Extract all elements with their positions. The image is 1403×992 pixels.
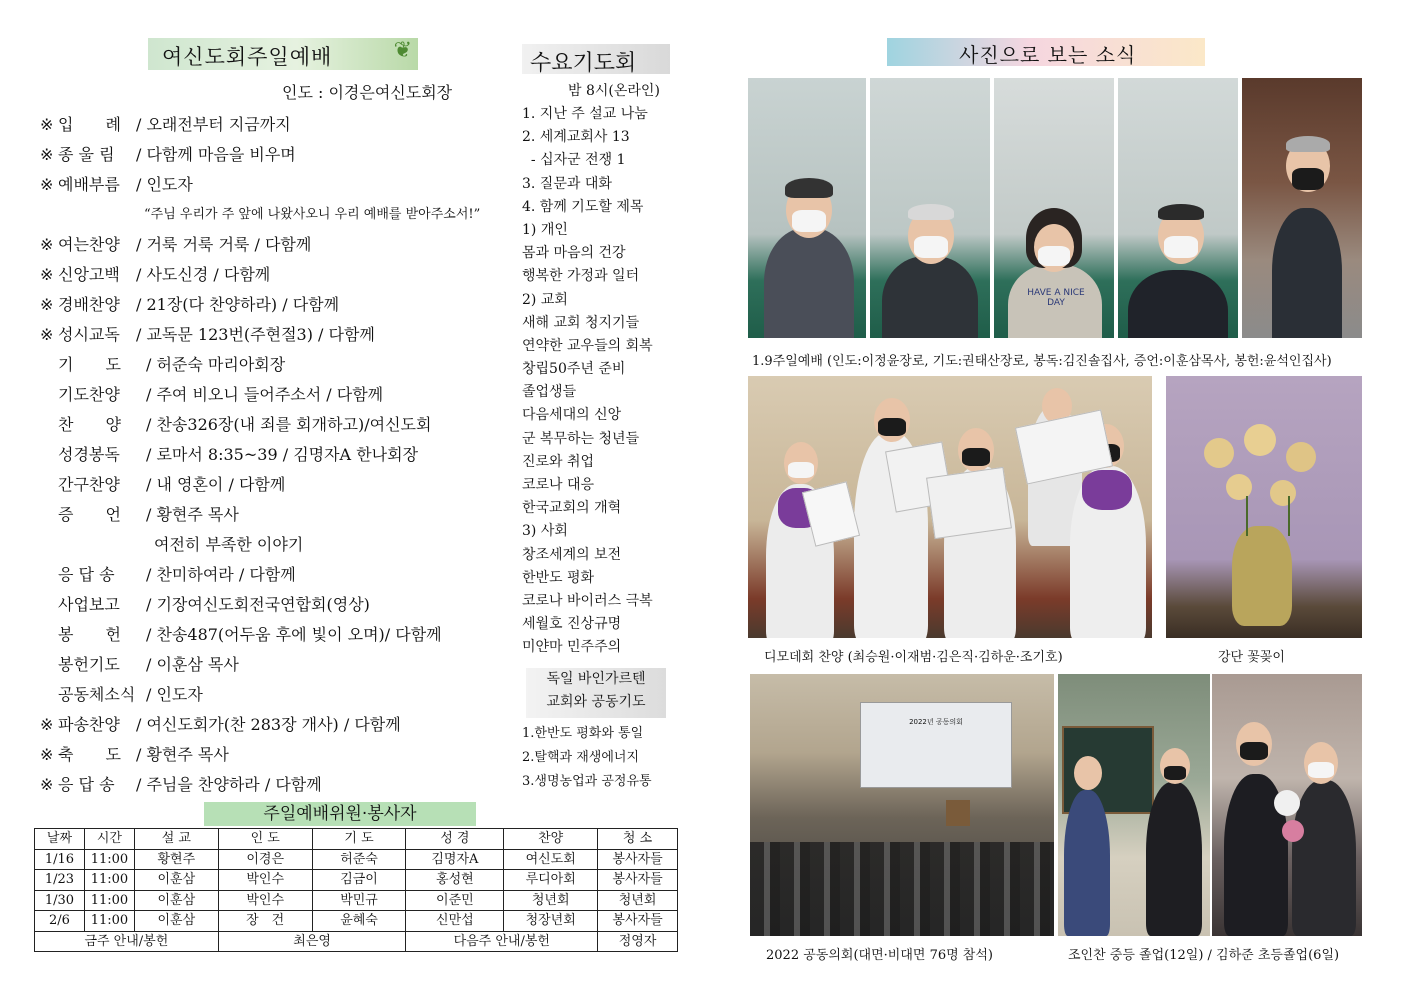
rubric-mark: ※ [40,325,54,344]
worship-order-item [40,770,500,800]
worship-order-item [40,320,500,350]
prayer-item: 다음세대의 신앙 [522,407,622,424]
table-cell: 이경은 [218,849,312,870]
column-header: 시간 [84,829,134,850]
table-cell: 청년회 [504,890,598,911]
prayer-item: 몸과 마음의 건강 [522,245,626,262]
table-cell: 장 건 [218,911,312,932]
worship-order-item [40,620,500,650]
table-cell: 청년회 [598,890,678,911]
prayer-item: 한국교회의 개혁 [522,500,622,517]
germany-title-banner [526,668,666,718]
column-header: 인 도 [218,829,312,850]
prayer-item: 1) 개인 [522,221,568,238]
table-cell: 이훈삼 [134,911,218,932]
table-cell: 봉사자들 [598,849,678,870]
prayer-item: 2. 세계교회사 13 [522,129,630,146]
item-value: / 사도신경 / 다함께 [136,265,271,284]
worship-order-item [40,590,500,620]
prayer-item: 진로와 취업 [522,453,595,470]
item-label: 봉 헌 [58,625,121,644]
prayer-item: 창조세계의 보전 [522,546,622,563]
item-label: 입 례 [58,115,121,134]
photo-choir [748,376,1152,638]
item-value: / 찬송487(어두움 후에 빛이 오며)/ 다함께 [146,625,442,644]
footer-cell: 최은영 [218,931,406,952]
worship-order-item [40,560,500,590]
caption-meeting: 2022 공동의회(대면·비대면 76명 참석) [766,948,993,963]
table-cell: 11:00 [84,911,134,932]
prayer-item: 3) 사회 [522,523,568,540]
item-value: / 기장여신도회전국연합회(영상) [146,595,370,614]
item-value: 여전히 부족한 이야기 [154,535,304,554]
prayer-item: 3.생명농업과 공정유통 [522,774,652,789]
item-value: / 찬미하여라 / 다함께 [146,565,296,584]
table-cell: 1/16 [35,849,85,870]
wednesday-title-banner [522,44,670,74]
worship-order-item [40,230,500,260]
table-header-row [35,829,678,850]
item-label: 응 답 송 [58,775,115,794]
item-label: 사업보고 [58,595,120,614]
slide-text: 2022년 공동의회 [909,718,963,726]
prayer-item: 코로나 바이러스 극복 [522,592,653,609]
prayer-item: 한반도 평화 [522,569,595,586]
table-cell: 박민규 [312,890,406,911]
rubric-mark: ※ [40,175,54,194]
news-title: 사진으로 보는 소식 [959,43,1137,67]
item-label: 종 울 림 [58,145,115,164]
worship-order-item [40,740,500,770]
table-cell: 봉사자들 [598,870,678,891]
item-label: 경배찬양 [58,295,120,314]
prayer-item: 새해 교회 청지기들 [522,314,640,331]
table-row [35,849,678,870]
table-cell: 신만섭 [406,911,504,932]
column-header: 청 소 [598,829,678,850]
worship-order-item [40,350,500,380]
item-label: 파송찬양 [58,715,120,734]
table-cell: 청장년회 [504,911,598,932]
prayer-item: 미얀마 민주주의 [522,639,622,656]
item-value: / 인도자 [136,175,193,194]
worship-order-item [40,500,500,530]
photo-flowers [1166,376,1362,638]
wednesday-prayer-list [522,103,692,660]
item-value: / 주여 비오니 들어주소서 / 다함께 [146,385,384,404]
item-value: / 찬송326장(내 죄를 회개하고)/여신도회 [146,415,432,434]
worship-order-item [40,530,500,560]
prayer-item: 2.탈핵과 재생에너지 [522,750,639,765]
photo-worship-leader-4 [1118,78,1238,338]
table-cell: 이준민 [406,890,504,911]
table-row [35,911,678,932]
table-cell: 11:00 [84,870,134,891]
photo-worship-leader-2 [870,78,990,338]
photo-worship-leader-5 [1242,78,1362,338]
worship-order-item [40,140,500,170]
rubric-mark: ※ [40,145,54,164]
worship-order-item [40,470,500,500]
prayer-item: - 십자군 전쟁 1 [522,152,626,169]
rubric-mark: ※ [40,235,54,254]
table-cell: 홍성현 [406,870,504,891]
prayer-item: 연약한 교우들의 회복 [522,337,653,354]
table-cell: 1/23 [35,870,85,891]
item-label: 찬 양 [58,415,121,434]
table-cell: 이훈삼 [134,890,218,911]
prayer-item: 행복한 가정과 일터 [522,268,640,285]
photo-worship-leader-1 [748,78,866,338]
table-cell: 박인수 [218,890,312,911]
footer-cell: 정영자 [598,931,678,952]
prayer-item: 군 복무하는 청년들 [522,430,640,447]
news-title-banner [887,38,1205,66]
photo-congregation-meeting [750,674,1054,936]
item-value: / 교독문 123번(주현절3) / 다함께 [136,325,375,344]
germany-prayer-list [522,722,692,794]
footer-cell: 다음주 안내/봉헌 [406,931,598,952]
item-label: 응 답 송 [58,565,115,584]
item-value: / 로마서 8:35~39 / 김명자A 한나회장 [146,445,419,464]
worship-order-item [40,410,500,440]
item-value: / 다함께 마음을 비우며 [136,145,296,164]
table-cell: 김명자A [406,849,504,870]
rubric-mark: ※ [40,775,54,794]
table-cell: 봉사자들 [598,911,678,932]
caption-worship: 1.9주일예배 (인도:이정윤장로, 기도:권태산장로, 봉독:김진솔집사, 증언:이훈삼목사, 봉헌:윤석인집사) [752,354,1332,369]
prayer-item: 코로나 대응 [522,477,595,493]
leaf-decoration-icon: ❦ [393,38,412,63]
prayer-item: 3. 질문과 대화 [522,175,612,192]
column-header: 설 교 [134,829,218,850]
shirt-text: HAVE A NICE DAY [1027,288,1085,308]
volunteers-table [34,828,678,952]
column-header: 찬양 [504,829,598,850]
item-value: / 주님을 찬양하라 / 다함께 [136,775,322,794]
photo-middle-school-graduation [1058,674,1210,936]
item-label: 증 언 [58,505,121,524]
table-row [35,870,678,891]
caption-graduation: 조인찬 중등 졸업(12일) / 김하준 초등졸업(6일) [1068,948,1340,963]
worship-order-item [40,170,500,200]
caption-flowers: 강단 꽃꽂이 [1218,650,1285,665]
item-label: 간구찬양 [58,475,120,494]
prayer-item: 졸업생들 [522,384,577,401]
item-label: 성경봉독 [58,445,120,464]
rubric-mark: ※ [40,295,54,314]
volunteers-title: 주일예배위원·봉사자 [204,802,476,826]
table-cell: 이훈삼 [134,870,218,891]
worship-order-item [40,260,500,290]
table-cell: 11:00 [84,890,134,911]
table-cell: 허준숙 [312,849,406,870]
item-label: 성시교독 [58,325,120,344]
wednesday-time: 밤 8시(온라인) [568,83,660,99]
worship-title-banner [148,38,418,70]
worship-title: 여신도회주일예배 [162,45,333,69]
column-header: 날짜 [35,829,85,850]
item-value: / 황현주 목사 [146,505,239,524]
prayer-item: 세월호 진상규명 [522,616,622,633]
germany-title-1: 독일 바인가르텐 [546,671,646,687]
item-value: / 내 영혼이 / 다함께 [146,475,286,494]
table-footer-row [35,931,678,952]
prayer-item: 4. 함께 기도할 제목 [522,198,644,215]
table-cell: 황현주 [134,849,218,870]
worship-order-item [40,380,500,410]
prayer-item: 창립50주년 준비 [522,361,626,378]
prayer-item: 1.한반도 평화와 통일 [522,726,644,741]
item-value: / 인도자 [146,685,203,704]
worship-order-item [40,290,500,320]
item-label: 공동체소식 [58,685,136,704]
item-value: / 이훈삼 목사 [146,655,239,674]
table-cell: 박인수 [218,870,312,891]
table-cell: 김금이 [312,870,406,891]
worship-order [40,110,500,800]
rubric-mark: ※ [40,715,54,734]
table-cell: 11:00 [84,849,134,870]
worship-order-item [40,650,500,680]
photo-worship-leader-3 [994,78,1114,338]
item-value: / 허준숙 마리아회장 [146,355,286,374]
column-header: 기 도 [312,829,406,850]
item-label: 축 도 [58,745,121,764]
item-label: 여는찬양 [58,235,120,254]
worship-order-item [40,440,500,470]
item-value: / 21장(다 찬양하라) / 다함께 [136,295,340,314]
item-value: / 여신도회가(찬 283장 개사) / 다함께 [136,715,401,734]
table-cell: 1/30 [35,890,85,911]
wednesday-title: 수요기도회 [530,51,637,76]
worship-order-item [40,110,500,140]
column-header: 성 경 [406,829,504,850]
item-label: 예배부름 [58,175,120,194]
footer-cell: 금주 안내/봉헌 [35,931,219,952]
table-row [35,890,678,911]
item-value: / 거룩 거룩 거룩 / 다함께 [136,235,312,254]
prayer-item: 1. 지난 주 설교 나눔 [522,106,648,122]
item-label: 기도찬양 [58,385,120,404]
table-cell: 윤혜숙 [312,911,406,932]
item-value: / 오래전부터 지금까지 [136,115,291,134]
rubric-mark: ※ [40,265,54,284]
photo-elementary-graduation [1212,674,1362,936]
worship-order-item [40,710,500,740]
item-label: 신앙고백 [58,265,120,284]
item-value: “주님 우리가 주 앞에 나왔사오니 우리 예배를 받아주소서!” [144,207,481,222]
item-label: 기 도 [58,355,121,374]
prayer-item: 2) 교회 [522,291,568,308]
caption-choir: 디모데회 찬양 (최승원·이재범·김은직·김하운·조기호) [764,650,1063,665]
rubric-mark: ※ [40,745,54,764]
worship-order-item [40,680,500,710]
table-cell: 여신도회 [504,849,598,870]
table-cell: 루디아회 [504,870,598,891]
rubric-mark: ※ [40,115,54,134]
worship-order-item [40,200,500,230]
germany-title-2: 교회와 공동기도 [546,694,646,710]
item-value: / 황현주 목사 [136,745,229,764]
item-label: 봉헌기도 [58,655,120,674]
table-cell: 2/6 [35,911,85,932]
worship-leader: 인도 : 이경은여신도회장 [282,83,453,102]
